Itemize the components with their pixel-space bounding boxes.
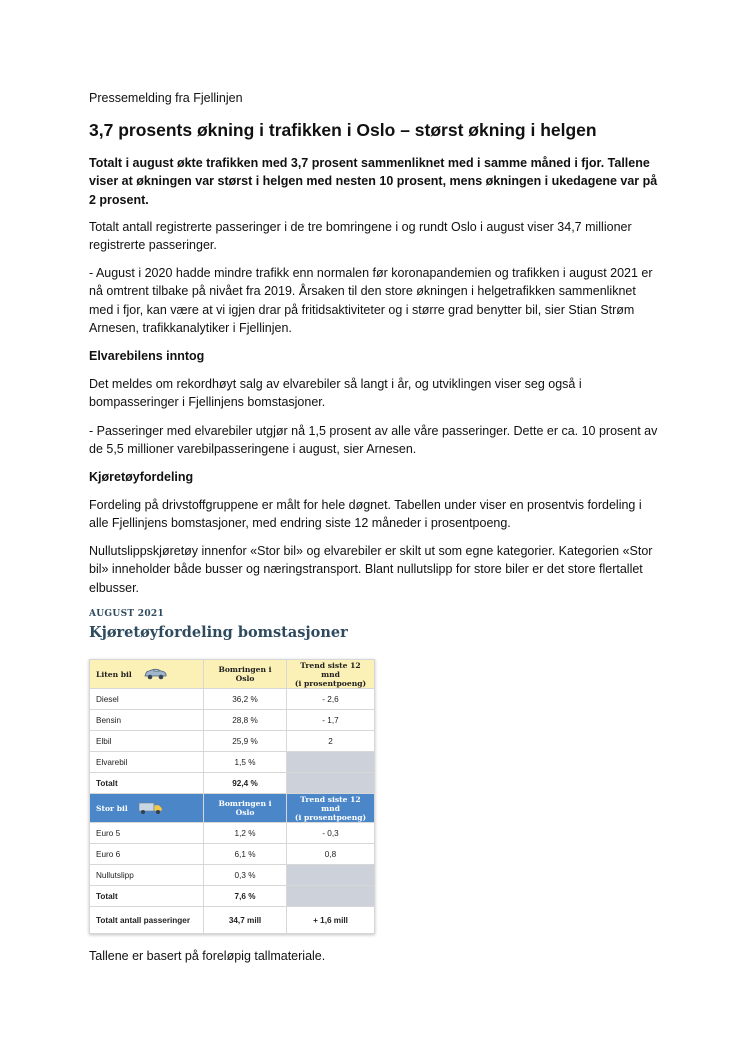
car-icon: [142, 667, 168, 681]
stor-bil-header-row: [90, 794, 375, 823]
figure-title: Kjøretøyfordeling bomstasjoner: [89, 624, 348, 641]
table-row: Euro 6 6,1 % 0,8: [90, 844, 375, 865]
table-row: Nullutslipp 0,3 %: [90, 865, 375, 886]
subheading-fordeling: Kjøretøyfordeling: [89, 470, 194, 484]
liten-bil-header-row: [90, 660, 375, 689]
truck-icon: [138, 801, 164, 815]
paragraph-1: Totalt antall registrerte passeringer i de tre bomringene i og rundt Oslo i august viser 34,7 millioner registrerte passeringer.: [89, 220, 632, 253]
empty-cell: [287, 886, 375, 907]
paragraph-5: Fordeling på drivstoffgruppene er målt for hele døgnet. Tabellen under viser en prosentvis fordeling i alle Fjellinjens bomstasjoner, med endring siste 12 måneder i prosentpoeng.: [89, 498, 642, 531]
table-row: Elbil 25,9 % 2: [90, 731, 375, 752]
subheading-elvarebil: Elvarebilens inntog: [89, 349, 205, 363]
table-row: Diesel 36,2 % - 2,6: [90, 689, 375, 710]
stor-bil-total-row: Totalt 7,6 %: [90, 886, 375, 907]
empty-cell: [287, 752, 375, 773]
paragraph-6: Nullutslippskjøretøy innenfor «Stor bil» og elvarebiler er skilt ut som egne kategorier. Kategorien «Stor bil» inneholder både busser og næringstransport. Blant nullutslipp for store biler er det store flertallet elbusser.: [89, 544, 653, 595]
col-header-trend: Trend siste 12 mnd (i prosentpoeng): [287, 660, 375, 689]
footer-note: Tallene er basert på foreløpig tallmateriale.: [89, 949, 326, 963]
figure-label: AUGUST 2021: [89, 609, 165, 619]
liten-bil-label: Liten bil: [96, 669, 132, 679]
paragraph-4: - Passeringer med elvarebiler utgjør nå 1,5 prosent av alle våre passeringer. Dette er ca. 10 prosent av de 5,5 millioner varebilpasseringene i august, sier Arnesen.: [89, 424, 658, 457]
table-row: Elvarebil 1,5 %: [90, 752, 375, 773]
col-header-trend: Trend siste 12 mnd (i prosentpoeng): [287, 794, 375, 823]
col-header-oslo: Bomringen i Oslo: [204, 794, 287, 823]
table-row: Bensin 28,8 % - 1,7: [90, 710, 375, 731]
kicker: Pressemelding fra Fjellinjen: [89, 91, 243, 105]
empty-cell: [287, 865, 375, 886]
paragraph-2: - August i 2020 hadde mindre trafikk enn normalen før koronapandemien og trafikken i august 2021 er nå omtrent tilbake på nivået fra 2019. Årsaken til den store økningen i helgetrafikken sammenliknet med i fjor, kan være at vi igjen drar på fritidsaktiviteter og i større grad benytter bil, sier Stian Strøm Arnesen, trafikkanalytiker i Fjellinjen.: [89, 266, 653, 335]
col-header-oslo: Bomringen i Oslo: [204, 660, 287, 689]
grand-total-row: Totalt antall passeringer 34,7 mill + 1,6 mill: [90, 907, 375, 934]
liten-bil-total-row: Totalt 92,4 %: [90, 773, 375, 794]
table-row: Euro 5 1,2 % - 0,3: [90, 823, 375, 844]
page-title: 3,7 prosents økning i trafikken i Oslo – størst økning i helgen: [89, 120, 597, 140]
lead-paragraph: Totalt i august økte trafikken med 3,7 prosent sammenliknet med i samme måned i fjor. Tallene viser at økningen var størst i helgen med nesten 10 prosent, mens økningen i ukedagene var på 2 prosent.: [89, 156, 658, 207]
empty-cell: [287, 773, 375, 794]
stor-bil-label: Stor bil: [96, 803, 128, 813]
vehicle-distribution-table: [89, 659, 375, 934]
paragraph-3: Det meldes om rekordhøyt salg av elvarebiler så langt i år, og utviklingen viser seg også i bompasseringer i Fjellinjens bomstasjoner.: [89, 377, 582, 410]
